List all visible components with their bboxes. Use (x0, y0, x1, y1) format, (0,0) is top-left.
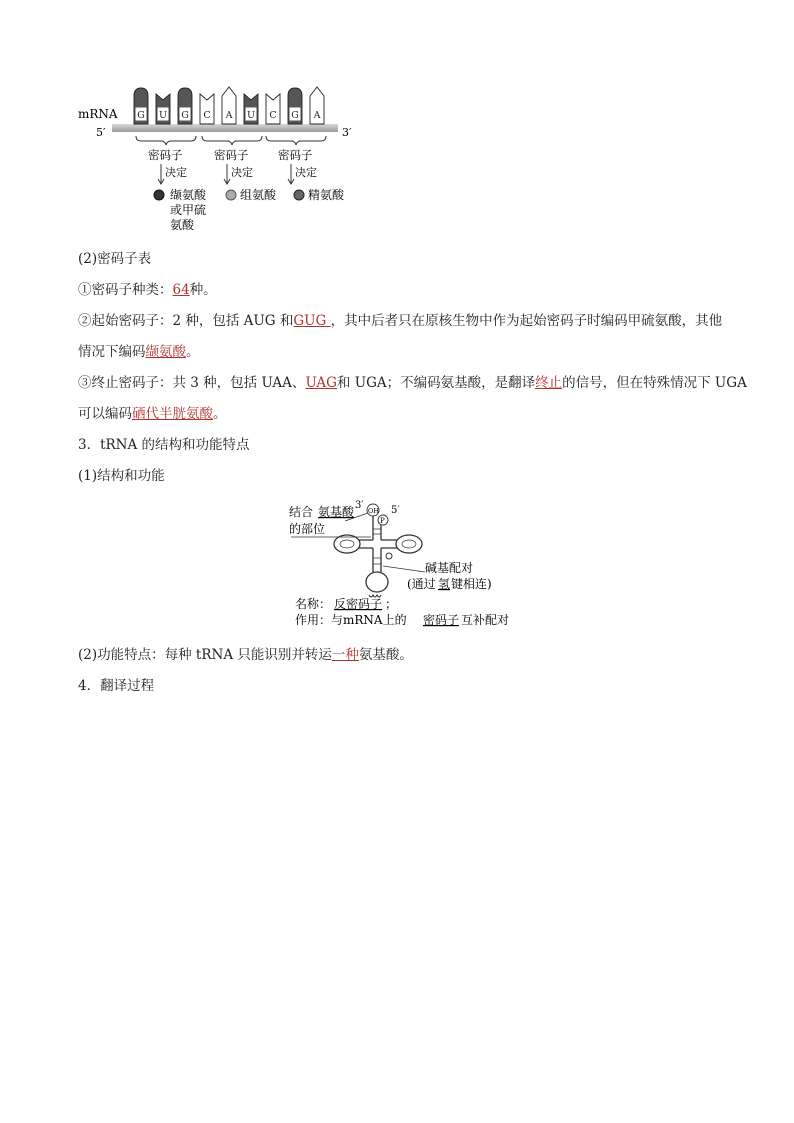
stop-codon-line-2: 可以编码硒代半胱氨酸。 (78, 406, 227, 422)
three-prime-label: 3′ (342, 126, 352, 139)
codon-label-3: 密码子 (278, 148, 313, 162)
d-arm (359, 540, 373, 548)
name-label-a: 名称： (295, 597, 332, 611)
answer-one-kind: 一种 (331, 647, 359, 663)
stop-codon-line-1: ③终止密码子：共 3 种，包括 UAA、UAG和 UGA；不编码氨基酸，是翻译终止的信号，但在特殊情况下 UGA (78, 375, 747, 391)
d-loop-inner (340, 540, 354, 548)
hydrogen-bond-label-b: 氢 (438, 577, 451, 591)
decide-label-3: 决定 (295, 166, 317, 179)
nucleotide-letter-9: A (313, 110, 321, 121)
decide-label-2: 决定 (231, 166, 253, 179)
name-label-b: 反密码子 (334, 597, 383, 611)
mrna-strand (112, 124, 338, 132)
t-arm (381, 540, 397, 548)
answer-codon-count: 64 (172, 282, 190, 298)
anticodon-stem (373, 548, 381, 572)
function-label-b: 密码子 (423, 613, 460, 627)
start-codon-line-2: 情况下编码缬氨酸。 (78, 344, 200, 360)
phosphate-label: P (380, 517, 385, 525)
section-4-heading: 4．翻译过程 (78, 678, 155, 694)
t-loop-inner (402, 540, 416, 548)
trna-five-prime: 5′ (391, 505, 400, 516)
answer-valine: 缬氨酸 (145, 344, 186, 360)
binding-site-label-b: 氨基酸 (318, 505, 355, 519)
function-feature-line: (2)功能特点：每种 tRNA 只能识别并转运一种氨基酸。 (78, 647, 413, 663)
codon-table-heading: (2)密码子表 (78, 251, 152, 267)
oh-label: OH (368, 507, 379, 515)
nucleotide-letter-6: U (246, 110, 256, 121)
codon-brace-2 (202, 136, 262, 145)
mrna-codon-diagram (70, 82, 370, 240)
amino-acid-3: 精氨酸 (308, 188, 345, 202)
anticodon-loop (366, 572, 388, 592)
hydrogen-bond-label-a: (通过 (407, 577, 436, 591)
nucleotide-letter-1: G (137, 110, 145, 121)
section-3-heading: 3．tRNA 的结构和功能特点 (78, 437, 250, 453)
nucleotide-letter-7: C (269, 110, 277, 121)
amino-acid-1-line2: 或甲硫 (170, 203, 207, 217)
amino-ball-3 (294, 190, 304, 200)
anticodon-rungs (373, 558, 381, 564)
answer-start-codon: GUG (293, 313, 327, 329)
answer-termination: 终止 (535, 375, 563, 391)
five-prime-label: 5′ (96, 126, 106, 139)
variable-loop (386, 553, 392, 559)
mrna-label: mRNA (78, 107, 118, 121)
d-loop (334, 535, 360, 553)
acceptor-rungs (373, 529, 381, 534)
answer-stop-codon: UAG (305, 375, 337, 391)
nucleotide-letter-2: U (158, 110, 168, 121)
amino-ball-1 (154, 190, 164, 200)
trna-three-prime: 3′ (355, 500, 364, 511)
amino-ball-2 (226, 190, 236, 200)
nucleotide-letter-8: G (291, 110, 299, 121)
nucleotide-letter-5: A (225, 110, 233, 121)
binding-site-label-2: 的部位 (289, 522, 326, 536)
codon-label-1: 密码子 (148, 148, 183, 162)
nucleotide-letter-4: C (203, 110, 211, 121)
amino-acid-1-line1: 缬氨酸 (170, 188, 207, 202)
nucleotide-letter-3: G (181, 110, 189, 121)
structure-function-heading: (1)结构和功能 (78, 468, 165, 484)
base-pair-label: 碱基配对 (425, 561, 474, 575)
codon-label-2: 密码子 (214, 148, 249, 162)
hydrogen-bond-label-c: 键相连) (451, 577, 492, 591)
codon-brace-1 (136, 136, 196, 145)
answer-selenocysteine: 硒代半胱氨酸 (132, 406, 213, 422)
codon-types-line: ①密码子种类：64种。 (78, 282, 217, 298)
name-label-c: ； (385, 597, 398, 611)
function-label-a: 作用：与mRNA上的 (295, 613, 407, 627)
decide-label-1: 决定 (165, 166, 187, 179)
codon-brace-3 (266, 136, 326, 145)
amino-acid-2: 组氨酸 (240, 188, 277, 202)
amino-acid-1-line3: 氨酸 (170, 218, 195, 232)
trna-structure-diagram (285, 498, 515, 630)
binding-site-label-a: 结合 (289, 505, 314, 519)
function-label-c: 互补配对 (461, 613, 510, 627)
t-loop (396, 535, 422, 553)
base-pair-pointer (383, 566, 425, 572)
start-codon-line-1: ②起始密码子：2 种，包括 AUG 和GUG ，其中后者只在原核生物中作为起始密码子时编码甲硫氨酸，其他 (78, 313, 723, 329)
nucleotide-bases (134, 87, 324, 124)
